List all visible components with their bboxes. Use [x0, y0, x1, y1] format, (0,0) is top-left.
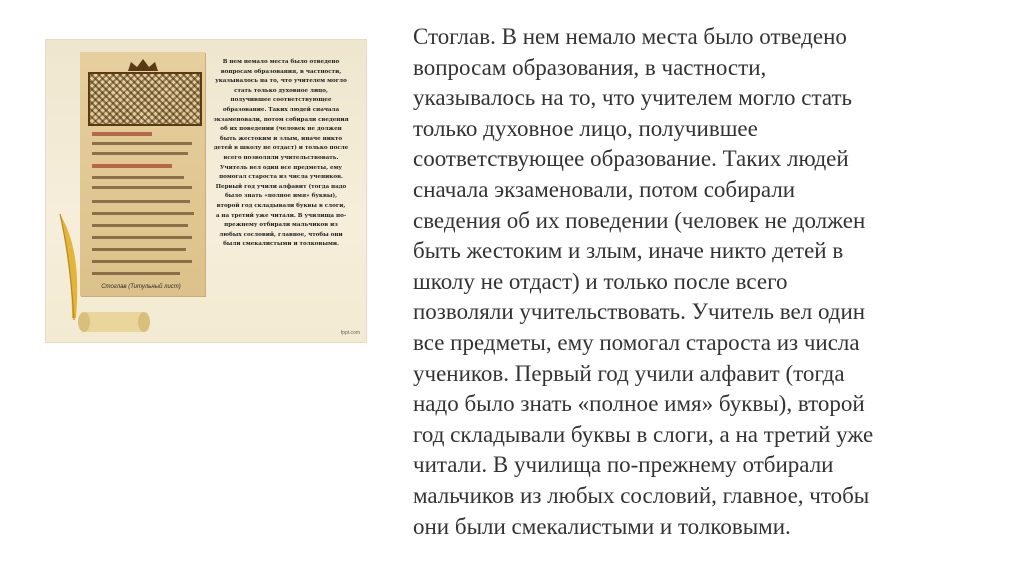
manuscript-ornament — [88, 72, 202, 126]
manuscript-line — [92, 236, 192, 239]
manuscript-line — [92, 176, 184, 179]
manuscript-line — [92, 200, 190, 203]
slide-thumbnail-image — [46, 40, 366, 342]
manuscript-line — [92, 272, 180, 275]
manuscript-line — [92, 152, 188, 155]
manuscript-line — [92, 224, 188, 227]
manuscript-caption: Стоглав (Титульный лист) — [101, 284, 181, 290]
manuscript-line — [92, 212, 194, 215]
manuscript-line — [92, 186, 192, 189]
thumbnail-text: В нем немало места было отведено вопросам образования, в частности, указывалось на то, что учителем могло стать только духовное лицо, получившее соответствующее образование. Таких людей сначала экзаменовали, потом собирали сведения об их поведении (человек не должен быть жестоким и злым, иначе никто детей в школу не отдаст) и только после всего позволяли учительствовать. Учитель вел один все предметы, ему помогал староста из числа учеников. Первый год учили алфавит (тогда надо было знать «полное имя» буквы), второй год складывали буквы в слоги, а на третий уже читали. В училища по- прежнему отбирали мальчиков из любых сословий, главное, чтобы они были смекалистыми и толковыми. — [213, 59, 349, 248]
thumbnail-credit: fppt.com — [340, 330, 360, 336]
manuscript-red-line — [92, 132, 152, 136]
parchment-scroll-icon — [74, 302, 154, 338]
manuscript-line — [92, 142, 192, 145]
main-paragraph: Стоглав. В нем немало места было отведено вопросам образования, в частности, указывалось на то, что учителем могло стать только духовное лицо, получившее соответствующее образование. Таких людей сначала экзаменовали, потом собирали сведения об их поведении (человек не должен быть жестоким и злым, иначе никто детей в школу не отдаст) и только после всего позволяли учительствовать. Учитель вел один все предметы, ему помогал староста из числа учеников. Первый год учили алфавит (тогда надо было знать «полное имя» буквы), второй год складывали буквы в слоги, а на третий уже читали. В училища по-прежнему отбирали мальчиков из любых сословий, главное, чтобы они были смекалистыми и толковыми. — [413, 24, 874, 539]
manuscript-red-line — [92, 164, 172, 168]
crown-ornament-icon — [126, 58, 160, 72]
manuscript-illustration — [80, 52, 205, 296]
manuscript-line — [92, 248, 186, 251]
manuscript-line — [92, 260, 192, 263]
